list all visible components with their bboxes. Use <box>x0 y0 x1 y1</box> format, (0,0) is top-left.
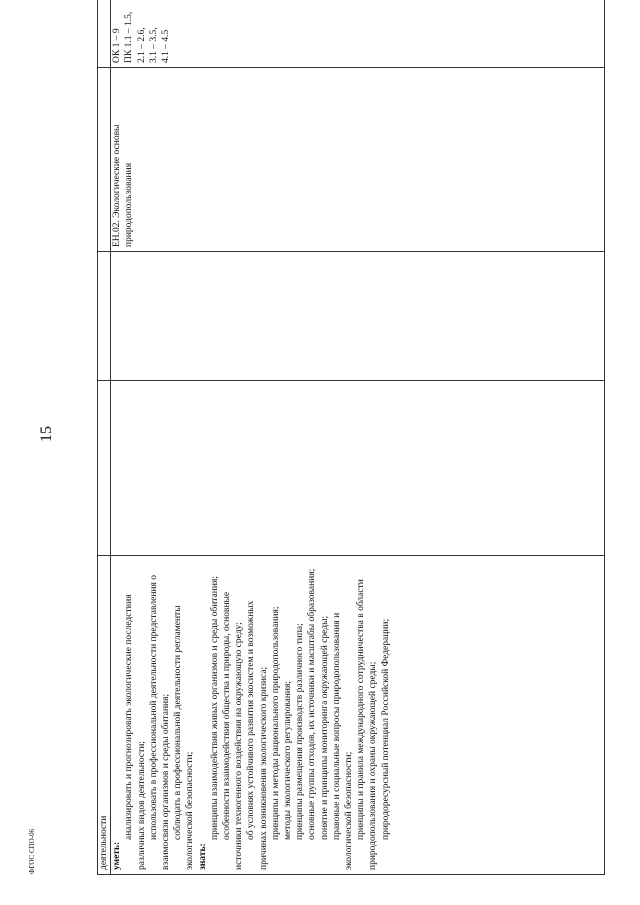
skills-line: понятие и принципы мониторинга окружающей среды; <box>319 615 330 840</box>
competency-code: 3.1 – 3.5, <box>148 27 159 63</box>
skills-line: принципы взаимодействия живых организмов и среды обитания; <box>209 576 220 840</box>
competency-code: 2.1 – 2.6, <box>136 27 147 63</box>
skills-line: принципы размещения производств различного типа; <box>295 623 306 840</box>
skills-line: уметь: <box>112 841 123 870</box>
competency-code: 4.1 – 4.5 <box>161 29 172 63</box>
skills-line: использовать в профессиональной деятельности представления о взаимосвязи организмов и среды обитания; <box>148 575 172 870</box>
continuation-row <box>98 0 111 875</box>
discipline-name-cell: ЕН.02. Экологические основы природопользования <box>111 68 605 252</box>
skills-line: методы экологического регулирования; <box>283 680 294 840</box>
empty-cell <box>98 252 111 381</box>
competency-codes-cell <box>111 0 605 68</box>
curriculum-table <box>97 0 605 875</box>
discipline-row <box>111 0 605 875</box>
competency-code: ОК 1 – 9 <box>112 28 123 63</box>
hours-cell <box>111 252 605 381</box>
skills-line: принципы и правила международного сотрудничества в области природопользования и охраны окружающей среды; <box>356 579 379 870</box>
empty-cell <box>98 381 111 556</box>
skills-line: знать: <box>197 843 208 870</box>
skills-line: природоресурсный потенциал Российской Федерации; <box>380 618 391 840</box>
hours-cell <box>111 381 605 556</box>
continuation-header: деятельности <box>98 556 111 875</box>
skills-line: анализировать и прогнозировать экологические последствия различных видов деятельности; <box>124 594 147 870</box>
empty-cell <box>98 68 111 252</box>
skills-line: основные группы отходов, их источники и масштабы образования; <box>307 568 318 840</box>
skills-line: принципы и методы рационального природопользования; <box>270 606 281 840</box>
competency-code: ПК 1.1 – 1.5, <box>124 11 135 63</box>
empty-cell <box>98 0 111 68</box>
skills-line: соблюдать в профессиональной деятельности регламенты экологической безопасности; <box>173 605 196 870</box>
skills-knowledge-cell <box>111 556 605 875</box>
skills-line: правовые и социальные вопросы природопользования и экологической безопасности; <box>331 612 355 870</box>
page-number: 15 <box>38 426 55 442</box>
page-footer: ФГОС СПО-06 <box>28 828 36 874</box>
skills-line: особенности взаимодействия общества и природы, основные источники техногенного воздействия на окружающую среду; <box>222 591 245 870</box>
rotated-table-container <box>97 11 605 875</box>
skills-line: об условиях устойчивого развития экосистем и возможных причинах возникновения экологического кризиса; <box>246 600 269 870</box>
